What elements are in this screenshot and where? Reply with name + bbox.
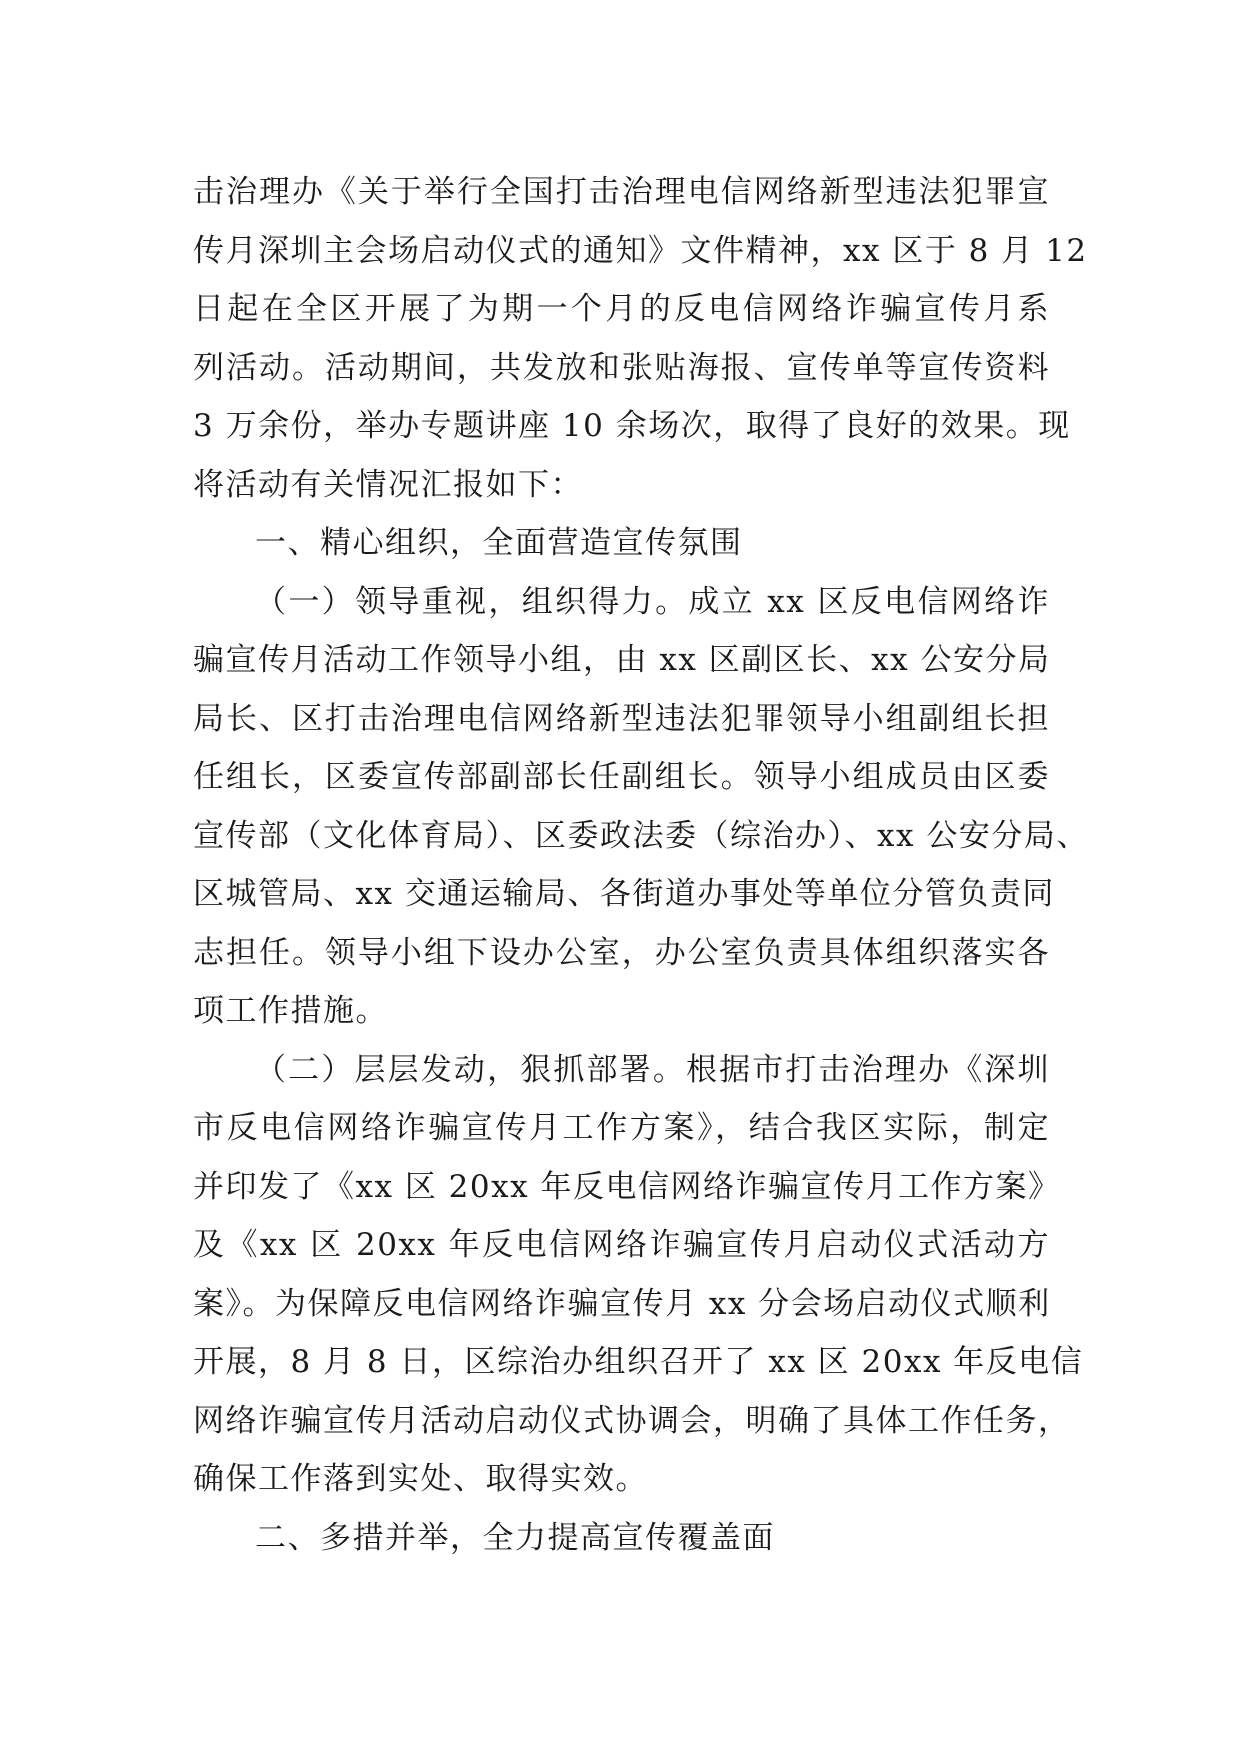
- text-line: 击治理办《关于举行全国打击治理电信网络新型违法犯罪宣: [193, 174, 1050, 210]
- subsection-heading-line: （二）层层发动，狠抓部署。根据市打击治理办《深圳: [255, 1051, 1050, 1088]
- text-line: 案》。为保障反电信网络诈骗宣传月 xx 分会场启动仪式顺利: [193, 1285, 1051, 1322]
- section-heading: 一、精心组织，全面营造宣传氛围: [255, 525, 743, 561]
- text-line: 3 万余份，举办专题讲座 10 余场次，取得了良好的效果。现: [193, 408, 1071, 444]
- subsection-heading-line: （一）领导重视，组织得力。成立 xx 区反电信网络诈: [255, 583, 1050, 620]
- text-line: 并印发了《xx 区 20xx 年反电信网络诈骗宣传月工作方案》: [193, 1168, 1061, 1205]
- text-line: 列活动。活动期间，共发放和张贴海报、宣传单等宣传资料: [193, 349, 1050, 386]
- text-line: 区城管局、xx 交通运输局、各街道办事处等单位分管负责同: [193, 876, 1055, 912]
- text-line: 项工作措施。: [193, 993, 388, 1029]
- document-body: [193, 163, 1089, 1567]
- section-heading: 二、多措并举，全力提高宣传覆盖面: [255, 1519, 775, 1556]
- text-line: 日起在全区开展了为期一个月的反电信网络诈骗宣传月系: [193, 291, 1050, 327]
- text-line: 网络诈骗宣传月活动启动仪式协调会，明确了具体工作任务，: [193, 1402, 1071, 1439]
- text-line: 将活动有关情况汇报如下：: [193, 466, 583, 503]
- text-line: 开展，8 月 8 日，区综治办组织召开了 xx 区 20xx 年反电信: [193, 1344, 1084, 1380]
- text-line: 传月深圳主会场启动仪式的通知》文件精神，xx 区于 8 月 12: [193, 232, 1088, 269]
- text-line: 志担任。领导小组下设办公室，办公室负责具体组织落实各: [193, 934, 1050, 971]
- text-line: 确保工作落到实处、取得实效。: [193, 1461, 648, 1497]
- text-line: 局长、区打击治理电信网络新型违法犯罪领导小组副组长担: [193, 700, 1050, 737]
- text-line: 任组长，区委宣传部副部长任副组长。领导小组成员由区委: [193, 759, 1050, 795]
- text-line: 宣传部（文化体育局）、区委政法委（综治办）、xx 公安分局、: [193, 817, 1089, 854]
- text-line: 及《xx 区 20xx 年反电信网络诈骗宣传月启动仪式活动方: [193, 1227, 1050, 1263]
- text-line: 市反电信网络诈骗宣传月工作方案》，结合我区实际，制定: [193, 1110, 1050, 1146]
- text-line: 骗宣传月活动工作领导小组，由 xx 区副区长、xx 公安分局: [193, 642, 1051, 678]
